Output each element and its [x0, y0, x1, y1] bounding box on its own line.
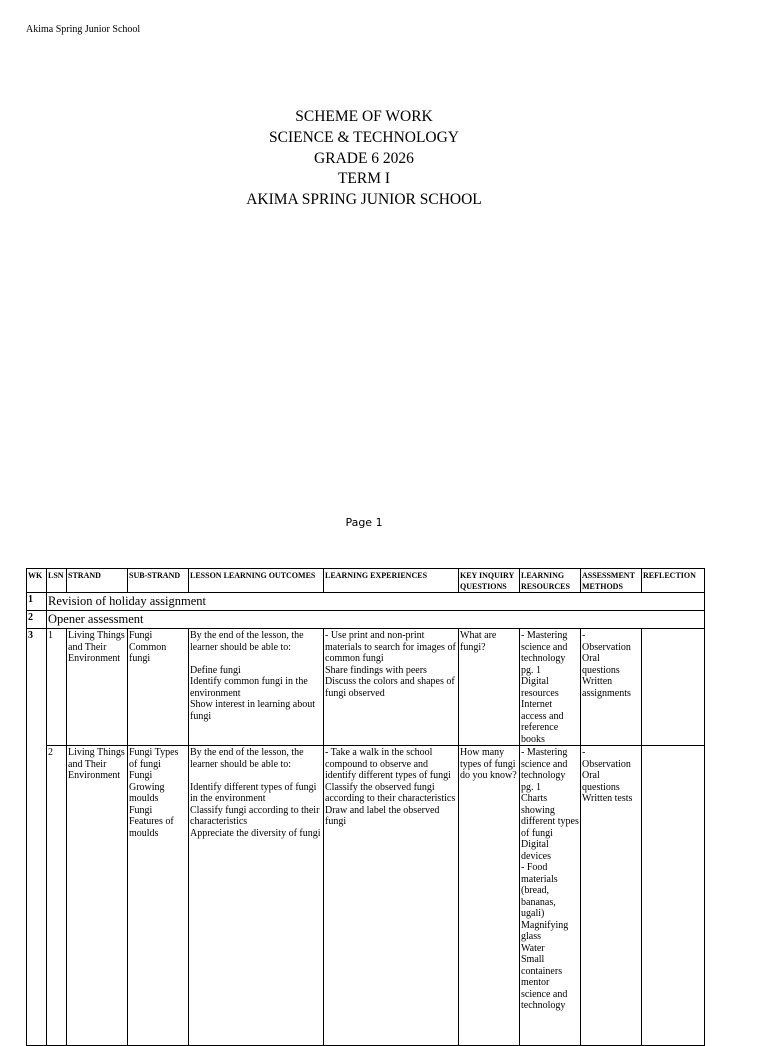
outcome-line: Identify different types of fungi in the environment [190, 781, 319, 804]
week-number: 2 [27, 611, 47, 629]
week-number: 1 [27, 593, 47, 611]
experience-line: Classify the observed fungi according to their characteristics [325, 781, 456, 804]
title-line-scheme: SCHEME OF WORK [295, 108, 433, 125]
column-header-lsn: LSN [47, 569, 67, 593]
merged-activity-cell: Revision of holiday assignment [47, 593, 705, 611]
sub-strand-line: Fungi [129, 630, 153, 641]
sub-strand-line: Fungi Growing moulds [129, 770, 168, 804]
sub-strand-line: Fungi Types of fungi [129, 747, 181, 770]
experience-line: Share findings with peers [325, 664, 427, 676]
column-header-assessment: ASSESSMENT METHODS [581, 569, 642, 593]
resource-line: mentor science and technology [521, 977, 570, 1011]
sub-strand-cell [128, 629, 189, 746]
resource-line: Charts showing different types of fungi [521, 793, 582, 839]
merged-activity-cell: Opener assessment [47, 611, 705, 629]
column-header-sub-strand: SUB-STRAND [128, 569, 189, 593]
assessment-line: - [582, 630, 586, 641]
resource-line: - Mastering science and technology pg. 1 [521, 630, 570, 676]
lesson-number: 2 [47, 746, 67, 1046]
outcomes-cell [189, 629, 324, 746]
document-header: Akima Spring Junior School [26, 24, 141, 35]
outcome-line: Identify common fungi in the environment [190, 676, 311, 699]
resource-line: - Mastering science and technology pg. 1 [521, 747, 570, 793]
assessment-line: Observation [582, 641, 631, 653]
outcome-line: Show interest in learning about fungi [190, 699, 318, 722]
title-line-subject: SCIENCE & TECHNOLOGY [268, 128, 460, 146]
assessment-cell [581, 629, 642, 746]
experiences-cell [324, 629, 459, 746]
title-line-school: AKIMA SPRING JUNIOR SCHOOL [246, 191, 482, 209]
assessment-line: - [582, 747, 586, 758]
resources-cell [520, 746, 581, 1046]
assessment-line: Written tests [582, 793, 633, 804]
assessment-line: Oral questions [582, 770, 620, 793]
column-header-strand: STRAND [67, 569, 128, 593]
experience-line: Discuss the colors and shapes of fungi observed [325, 676, 458, 699]
outcome-line [190, 653, 322, 665]
resource-line: - Food materials (bread, bananas, ugali) [521, 862, 561, 919]
reflection-cell [642, 746, 705, 1046]
page-number: Page 1 [345, 516, 383, 529]
strand-cell: Living Things and Their Environment [67, 746, 128, 1046]
resource-line: Digital devices [521, 839, 552, 862]
column-header-wk: WK [27, 569, 47, 593]
outcome-line: Define fungi [190, 664, 241, 676]
table-row [27, 593, 705, 611]
column-header-reflection: REFLECTION [642, 569, 705, 593]
outcome-line [190, 770, 322, 782]
reflection-cell [642, 629, 705, 746]
table-header-row [27, 569, 705, 593]
assessment-line: Written assignments [582, 676, 631, 699]
experience-line: Draw and label the observed fungi [325, 804, 442, 827]
experiences-cell [324, 746, 459, 1046]
inquiry-question-cell: How many types of fungi do you know? [459, 746, 520, 1046]
experience-line: - Use print and non-print materials to search for images of common fungi [325, 630, 459, 664]
outcomes-cell [189, 746, 324, 1046]
strand-cell: Living Things and Their Environment [67, 629, 128, 746]
resource-line: Water [521, 942, 545, 954]
inquiry-question-cell: What are fungi? [459, 629, 520, 746]
table-row [27, 629, 705, 746]
table-row [27, 746, 705, 1046]
outcome-line: Appreciate the diversity of fungi [190, 827, 321, 839]
outcome-line: By the end of the lesson, the learner should be able to: [190, 630, 307, 653]
sub-strand-line: Fungi Features of moulds [129, 804, 177, 839]
sub-strand-line: Common fungi [129, 641, 169, 664]
title-line-term: TERM I [337, 170, 391, 188]
outcome-line: By the end of the lesson, the learner should be able to: [190, 747, 307, 770]
column-header-resources: LEARNING RESOURCES [520, 569, 581, 593]
column-header-experiences: LEARNING EXPERIENCES [324, 569, 459, 593]
column-header-questions: KEY INQUIRY QUESTIONS [459, 569, 520, 593]
sub-strand-cell [128, 746, 189, 1046]
resource-line: Small containers [521, 954, 563, 977]
assessment-cell [581, 746, 642, 1046]
resource-line: Magnifying glass [521, 919, 571, 942]
resource-line: Internet access and reference books [521, 699, 566, 745]
outcome-line: Classify fungi according to their characteristics [190, 804, 322, 827]
resource-line: Digital resources [521, 676, 559, 699]
document-title [0, 107, 728, 211]
table-row [27, 611, 705, 629]
scheme-of-work-table [26, 568, 705, 1046]
assessment-line: Observation [582, 758, 631, 770]
resources-cell [520, 629, 581, 746]
title-line-grade: GRADE 6 2026 [314, 149, 414, 167]
experience-line: - Take a walk in the school compound to observe and identify different types of fungi [325, 747, 451, 781]
lesson-number: 1 [47, 629, 67, 746]
column-header-outcomes: LESSON LEARNING OUTCOMES [189, 569, 324, 593]
week-number: 3 [27, 629, 47, 1046]
assessment-line: Oral questions [582, 653, 620, 676]
